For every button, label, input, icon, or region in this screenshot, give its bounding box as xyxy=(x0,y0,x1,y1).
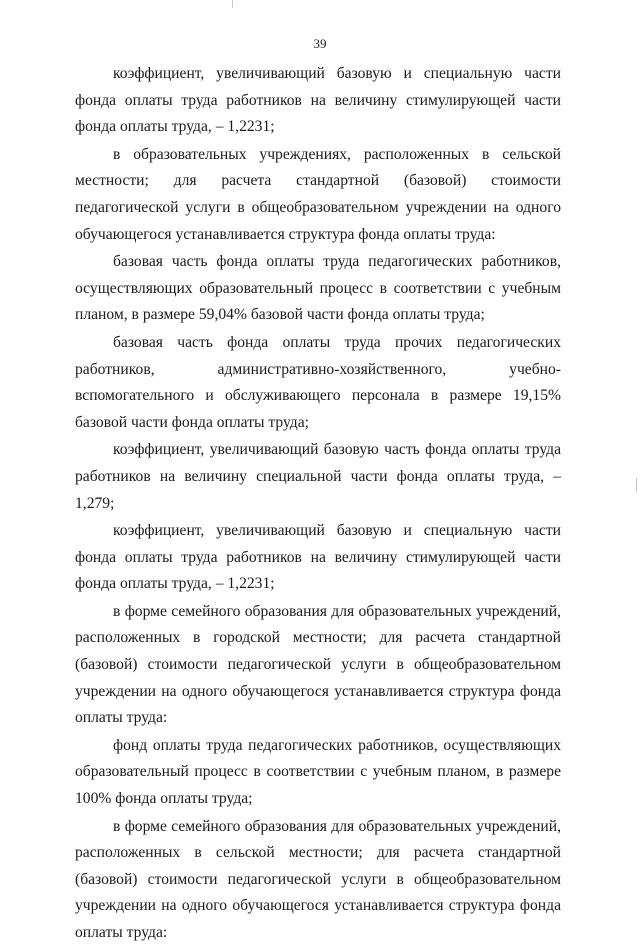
scan-artifact-right xyxy=(636,478,637,492)
scan-artifact-top xyxy=(232,0,233,8)
page-number: 39 xyxy=(313,36,327,51)
paragraph: в форме семейного образования для образовательных учреждений, расположенных в сельской местности; для расчета стандартной (базовой) стоимости педагогической услуги в общеобразовательном учреждении на одного обучающегося устанавливается структура фонда оплаты труда: xyxy=(75,817,561,941)
paragraph: базовая часть фонда оплаты труда прочих педагогических работников, административно-хозяйственного, учебно-вспомогательного и обслуживающего персонала в размере 19,15% базовой части фонда оплаты труда; xyxy=(75,333,561,431)
paragraph: фонд оплаты труда педагогических работников, осуществляющих образовательный процесс в соответствии с учебным планом, в размере 100% фонда оплаты труда; xyxy=(75,736,561,808)
body-text xyxy=(75,61,561,947)
paragraph: в форме семейного образования для образовательных учреждений, расположенных в городской местности; для расчета стандартной (базовой) стоимости педагогической услуги в общеобразовательном учреждении на одного обучающегося устанавливается структура фонда оплаты труда: xyxy=(75,602,561,727)
paragraph: коэффициент, увеличивающий базовую часть фонда оплаты труда работников на величину специальной части фонда оплаты труда, – 1,279; xyxy=(75,441,561,512)
paragraph: в образовательных учреждениях, расположенных в сельской местности; для расчета стандартной (базовой) стоимости педагогической услуги в общеобразовательном учреждении на одного обучающегося устанавливается структура фонда оплаты труда: xyxy=(75,145,561,243)
paragraph: коэффициент, увеличивающий базовую и специальную части фонда оплаты труда работников на величину стимулирующей части фонда оплаты труда, – 1,2231; xyxy=(75,65,561,136)
paragraph: коэффициент, увеличивающий базовую и специальную части фонда оплаты труда работников на величину стимулирующей части фонда оплаты труда, – 1,2231; xyxy=(75,522,561,593)
paragraph: базовая часть фонда оплаты труда педагогических работников, осуществляющих образовательный процесс в соответствии с учебным планом, в размере 59,04% базовой части фонда оплаты труда; xyxy=(75,253,561,324)
